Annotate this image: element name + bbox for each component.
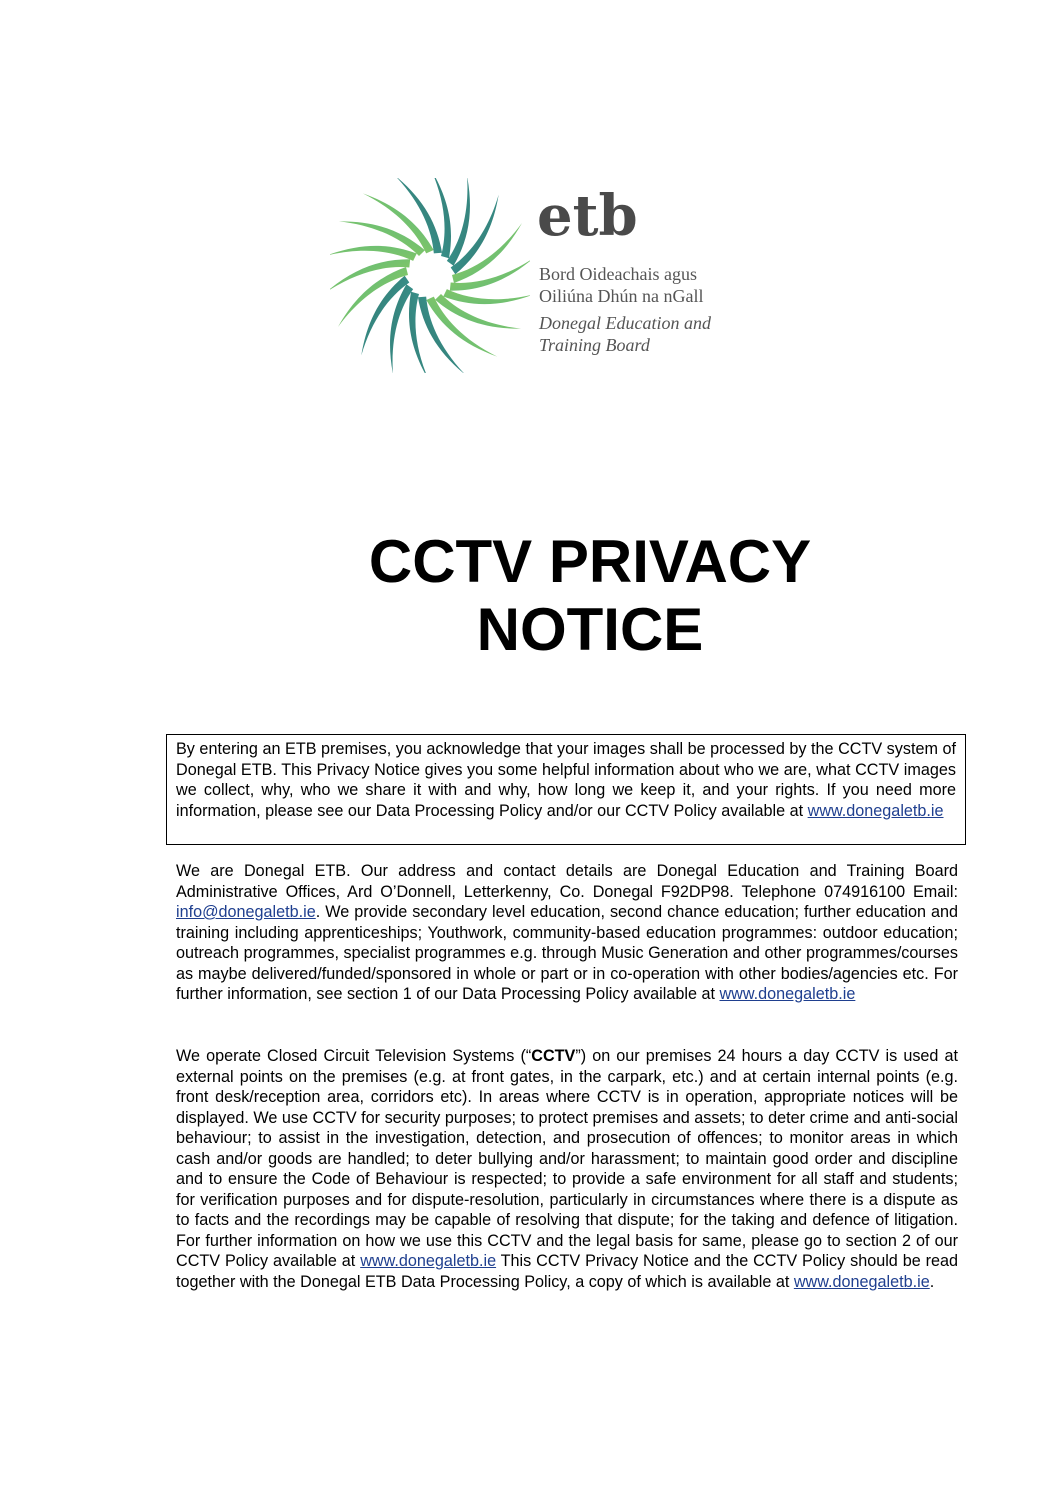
intro-text: By entering an ETB premises, you acknowledge that your images shall be processed by the CCTV system of Donegal ETB. This Privacy Notice gives you some helpful information about who we are, what CCTV images we collect, why, who we share it with and why, how long we keep it, and your rights. If you need more information, please see our Data Processing Policy and/or our CCTV Policy available at [176, 740, 956, 820]
intro-box [166, 734, 966, 845]
irish-name-line1: Bord Oideachais agus [539, 264, 697, 284]
cctv-bold-term: CCTV [531, 1047, 576, 1065]
email-link[interactable]: info@donegaletb.ie [176, 903, 316, 921]
website-link[interactable]: www.donegaletb.ie [807, 801, 944, 820]
website-link[interactable]: www.donegaletb.ie [719, 985, 856, 1003]
cctv-text-3: This CCTV Privacy Notice and the CCTV Policy should be read together with the Donegal ETB Data Processing Policy, a copy of which is available at [176, 1252, 958, 1291]
contact-text-2: . We provide secondary level education, second chance education; further education and training including apprenticeships; Youthwork, community-based education programmes: outdoor education; outreach programmes, specialist programmes e.g. through Music Generation and other programmes/courses as maybe delivered/funded/sponsored in whole or part or in co-operation with other bodies/agencies etc. For further information, see section 1 of our Data Processing Policy available at [176, 903, 958, 1003]
website-link[interactable]: www.donegaletb.ie [360, 1252, 497, 1270]
english-name-line1: Donegal Education and [539, 313, 711, 333]
cctv-text-2: ”) on our premises 24 hours a day CCTV is used at external points on the premises (e.g. at front gates, in the carpark, etc.) and at certain internal points (e.g. front desk/reception area, corridors etc). In areas where CCTV is in operation, appropriate notices will be displayed. We use CCTV for security purposes; to protect premises and assets; to deter crime and anti-social behaviour; to assist in the investigation, detection, and prosecution of offences; to monitor areas in which cash and/or goods are handled; to deter bullying and/or harassment; to maintain good order and discipline and to ensure the Code of Behaviour is respected; to provide a safe environment for all staff and students; for verification purposes and for dispute-resolution, particularly in circumstances where there is a dispute as to facts and the recordings may be capable of resolving that dispute; for the taking and defence of litigation. For further information on how we use this CCTV and the legal basis for same, please go to section 2 of our CCTV Policy available at [176, 1047, 958, 1270]
english-name-line2: Training Board [539, 335, 650, 355]
cctv-text-1: We operate Closed Circuit Television Systems (“ [176, 1047, 532, 1065]
irish-name-line2: Oiliúna Dhún na nGall [539, 286, 704, 306]
cctv-text-4: . [929, 1272, 935, 1291]
cctv-paragraph [176, 1046, 958, 1292]
emblem-blade [406, 295, 477, 373]
contact-text-1: We are Donegal ETB. Our address and contact details are Donegal Education and Training Board Administrative Offices, Ard O’Donnell, Letterkenny, Co. Donegal F92DP98. Telephone 074916100 Email: [176, 862, 958, 901]
page-title [340, 528, 840, 664]
swirl-emblem-icon [330, 178, 530, 373]
intro-paragraph [176, 739, 956, 821]
etb-wordmark: etb [537, 183, 638, 249]
contact-paragraph [176, 861, 958, 1005]
title-line-2: NOTICE [476, 596, 704, 663]
logo-text [537, 178, 737, 373]
website-link[interactable]: www.donegaletb.ie [793, 1272, 930, 1291]
title-line-1: CCTV PRIVACY [368, 528, 812, 595]
etb-logo [330, 178, 730, 373]
emblem-blade [383, 178, 454, 255]
